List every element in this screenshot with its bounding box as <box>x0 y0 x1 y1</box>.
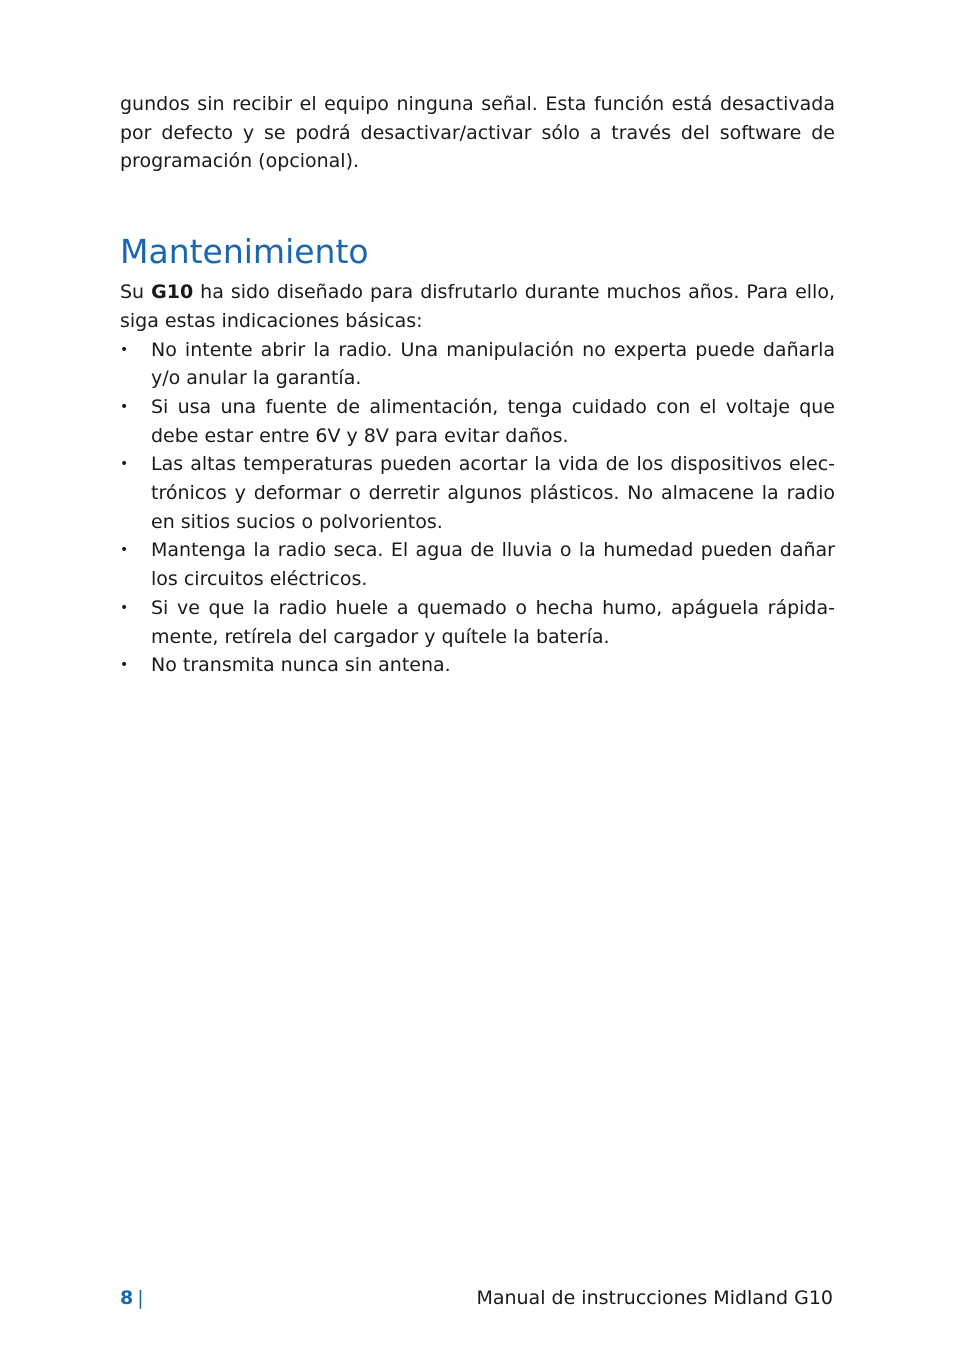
bullet-icon: • <box>120 657 129 674</box>
list-item <box>120 336 835 393</box>
continuation-paragraph: gundos sin recibir el equipo ninguna señal. Esta función está desactivada por defecto y se podrá desactivar/activar sólo a través del software de programación (opcional). <box>120 93 835 173</box>
section-heading: Mantenimiento <box>120 232 369 272</box>
bullet-icon: • <box>120 599 129 616</box>
list-item-text: No transmita nunca sin antena. <box>151 654 451 677</box>
list-item-text: No intente abrir la radio. Una manipulación no experta puede dañarla y/o anular la garantía. <box>151 338 835 390</box>
intro-suffix: ha sido diseñado para disfrutarlo durante muchos años. Para ello, siga estas indicaciones básicas: <box>120 281 835 332</box>
page-number-value: 8 <box>120 1287 134 1309</box>
bullet-icon: • <box>120 341 129 358</box>
page-number <box>120 1283 144 1313</box>
list-item <box>120 450 835 536</box>
list-item-text: Mantenga la radio seca. El agua de lluvia o la humedad pueden dañar los circuitos eléctricos. <box>151 539 835 591</box>
list-item-text: Si usa una fuente de alimentación, tenga cuidado con el voltaje que debe estar entre 6V y 8V para evitar daños. <box>151 395 835 447</box>
maintenance-list <box>120 336 835 680</box>
intro-prefix: Su <box>120 281 152 304</box>
list-item-text: Las altas temperaturas pueden acortar la vida de los dispositivos elec-trónicos y deformar o derretir algunos plásticos. No almacene la radio en sitios sucios o polvorientos. <box>151 453 835 533</box>
bullet-icon: • <box>120 456 129 473</box>
page-content <box>120 90 835 680</box>
page-footer <box>120 1283 835 1313</box>
page-number-separator: | <box>137 1287 144 1309</box>
bullet-icon: • <box>120 542 129 559</box>
list-item <box>120 393 835 450</box>
list-item-text: Si ve que la radio huele a quemado o hecha humo, apáguela rápida-mente, retírela del cargador y quítele la batería. <box>151 596 835 648</box>
list-item <box>120 594 835 651</box>
list-item <box>120 651 835 680</box>
bullet-icon: • <box>120 398 129 415</box>
intro-paragraph <box>120 278 835 335</box>
footer-title: Manual de instrucciones Midland G10 <box>476 1287 833 1309</box>
model-name: G10 <box>151 281 194 304</box>
list-item <box>120 536 835 593</box>
